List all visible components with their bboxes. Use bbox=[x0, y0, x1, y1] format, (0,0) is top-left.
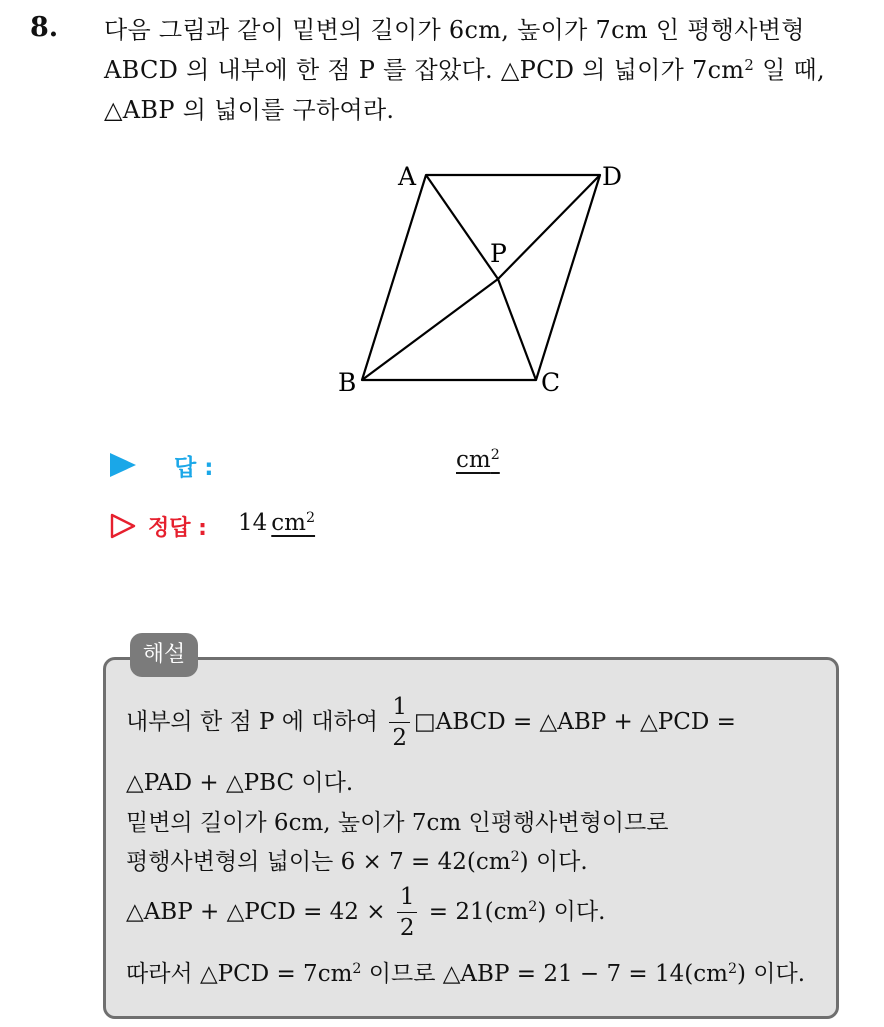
segment-AP bbox=[426, 175, 498, 279]
answer-unit-text: cm bbox=[456, 447, 491, 473]
superscript: 2 bbox=[510, 849, 520, 866]
superscript: 2 bbox=[744, 55, 755, 74]
solution-line-5-tail: ) 이다. bbox=[537, 899, 606, 925]
superscript: 2 bbox=[352, 961, 362, 978]
question-text bbox=[104, 10, 864, 130]
question-line-1: 다음 그림과 같이 밑변의 길이가 6cm, 높이가 7cm 인 평행사변형 bbox=[104, 16, 805, 44]
correct-answer-row bbox=[108, 508, 528, 544]
fraction-denominator: 2 bbox=[399, 915, 415, 941]
correct-answer-value bbox=[238, 510, 315, 536]
solution-tab: 해설 bbox=[130, 633, 198, 677]
vertex-label-B: B bbox=[338, 368, 357, 397]
parallelogram-figure bbox=[330, 155, 623, 405]
segment-CP bbox=[498, 279, 536, 380]
solution-line-6-tail: ) 이다. bbox=[737, 961, 806, 987]
point-label-P: P bbox=[490, 239, 507, 268]
question-line-2-text: ABCD 의 내부에 한 점 P 를 잡았다. △PCD 의 넓이가 7cm bbox=[104, 56, 745, 84]
superscript: 2 bbox=[528, 899, 538, 916]
question-number: 8. bbox=[30, 12, 59, 43]
answer-row bbox=[108, 447, 528, 483]
correct-answer-number: 14 bbox=[238, 510, 268, 536]
parallelogram-outline bbox=[362, 175, 600, 380]
solution-line-6 bbox=[126, 955, 805, 988]
fraction-denominator: 2 bbox=[392, 725, 407, 751]
solution-line-6-text: 따라서 △PCD = 7cm bbox=[126, 961, 353, 987]
solution-line-5 bbox=[126, 886, 605, 940]
solution-line-4-text: 평행사변형의 넓이는 6 × 7 = 42(cm bbox=[126, 849, 511, 875]
correct-answer-unit-text: cm bbox=[271, 510, 306, 536]
solution-line-1 bbox=[126, 696, 736, 750]
question-line-2 bbox=[104, 50, 864, 90]
vertex-label-C: C bbox=[541, 368, 561, 397]
solution-line-2: △PAD + △PBC 이다. bbox=[126, 770, 354, 796]
segment-BP bbox=[362, 279, 498, 380]
superscript: 2 bbox=[490, 447, 500, 464]
superscript: 2 bbox=[727, 961, 738, 978]
vertex-label-D: D bbox=[602, 162, 623, 191]
solution-line-5-result: = 21(cm bbox=[428, 899, 529, 925]
question-line-3: △ABP 의 넓이를 구하여라. bbox=[104, 96, 395, 124]
fraction-numerator: 1 bbox=[389, 696, 410, 723]
solution-line-4-tail: ) 이다. bbox=[519, 849, 588, 875]
vertex-label-A: A bbox=[398, 162, 417, 191]
question-line-2-tail: 일 때, bbox=[754, 56, 825, 84]
play-triangle-icon bbox=[110, 453, 136, 477]
superscript: 2 bbox=[305, 510, 316, 527]
fraction-numerator: 1 bbox=[397, 886, 418, 913]
solution-line-1-equation: □ABCD = △ABP + △PCD = bbox=[413, 709, 736, 735]
correct-answer-unit bbox=[271, 510, 315, 536]
solution-line-5-text: △ABP + △PCD = 42 × bbox=[126, 899, 386, 925]
solution-line-6-middle: 이므로 △ABP = 21 − 7 = 14(cm bbox=[361, 961, 728, 987]
fraction-one-half bbox=[389, 696, 410, 750]
fraction-one-half bbox=[397, 886, 418, 940]
answer-label: 답 : bbox=[174, 455, 214, 481]
outline-triangle-icon bbox=[110, 513, 136, 539]
answer-unit bbox=[456, 447, 500, 473]
correct-answer-label: 정답 : bbox=[148, 516, 207, 541]
solution-line-1-text: 내부의 한 점 P 에 대하여 bbox=[126, 709, 378, 735]
solution-line-3: 밑변의 길이가 6cm, 높이가 7cm 인평행사변형이므로 bbox=[126, 810, 669, 836]
solution-line-4 bbox=[126, 843, 588, 876]
